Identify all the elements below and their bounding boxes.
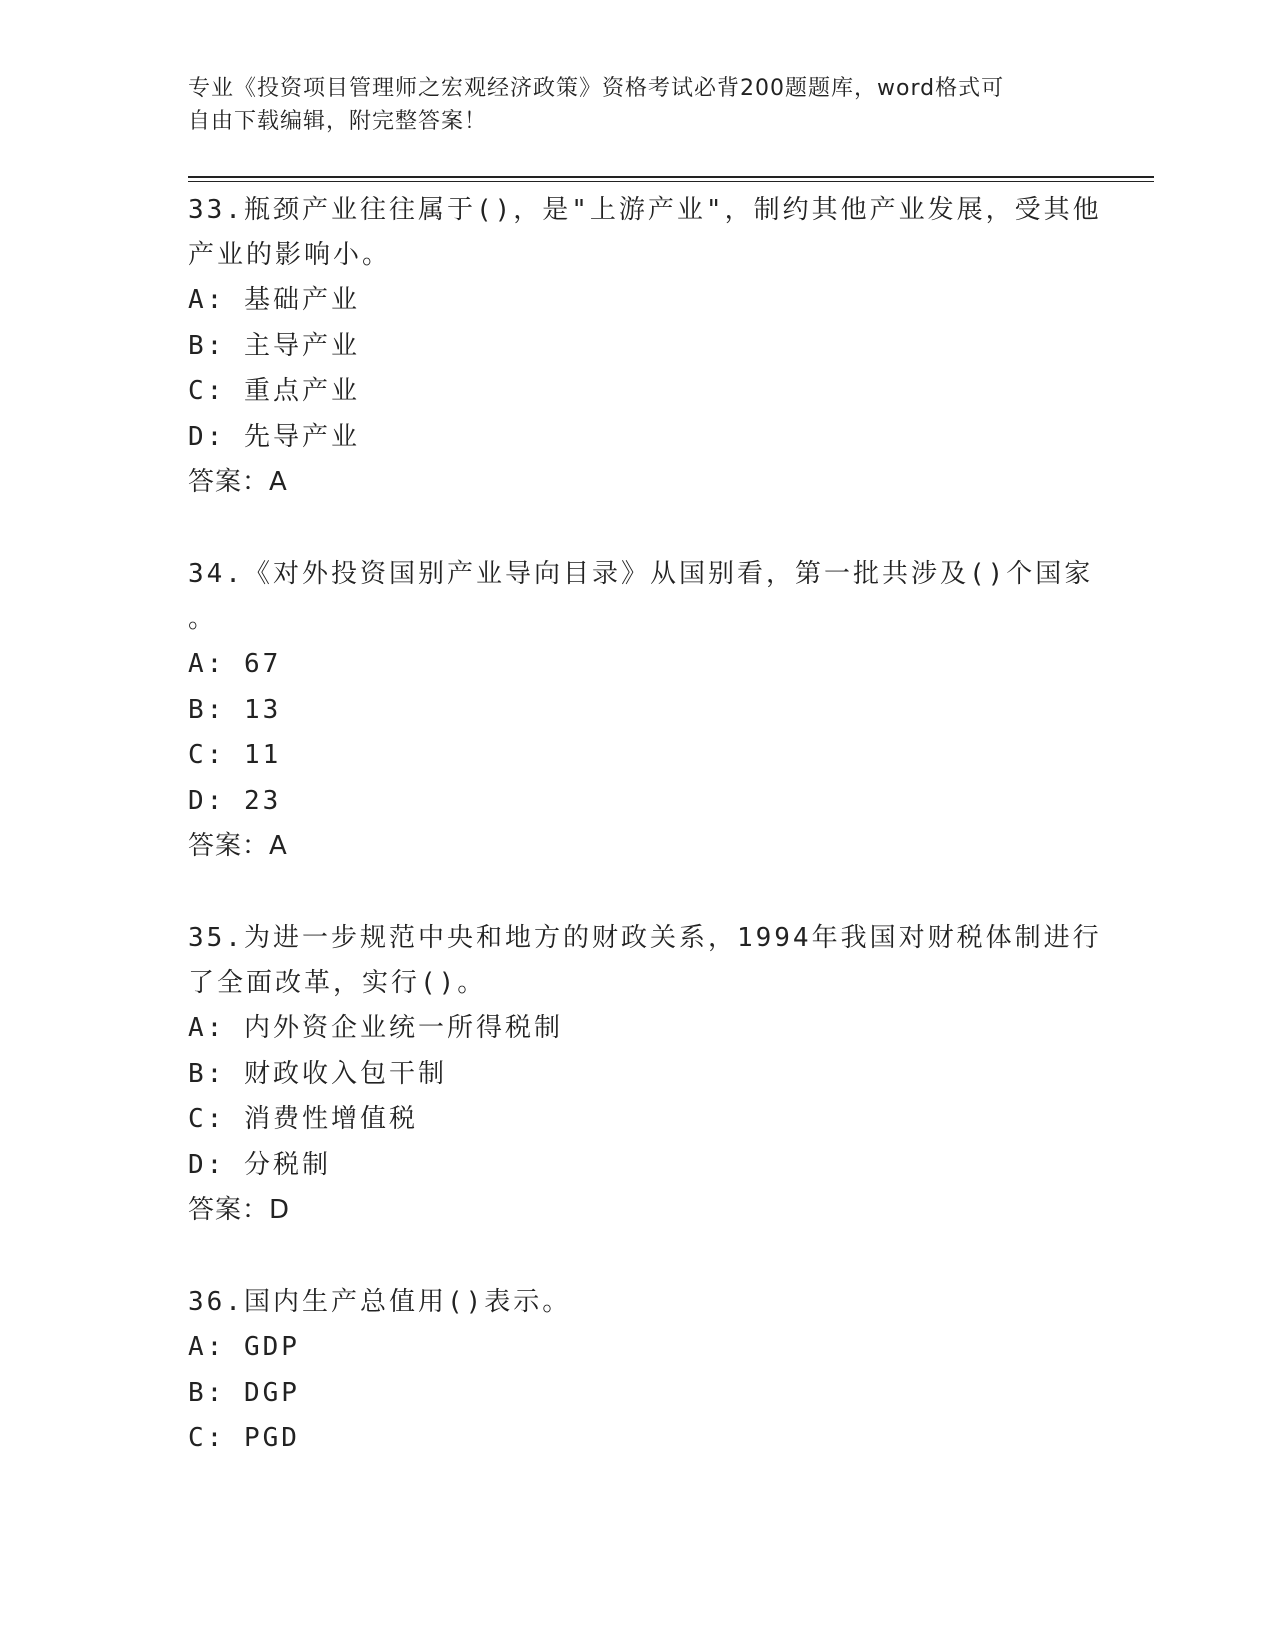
answer: 答案：A (188, 831, 288, 861)
option-c: C: 11 (188, 740, 282, 770)
option-d: D: 先导产业 (188, 421, 360, 452)
option-a: A: 内外资企业统一所得税制 (188, 1013, 563, 1043)
option-c: C: 消费性增值税 (188, 1104, 418, 1134)
question-33 (188, 188, 1108, 505)
question-text: 了全面改革，实行()。 (188, 968, 487, 998)
option-b: B: DGP (188, 1377, 300, 1408)
option-a: A: 基础产业 (188, 285, 360, 315)
question-36 (188, 1280, 1108, 1462)
question-text: 34.《对外投资国别产业导向目录》从国别看，第一批共涉及()个国家 (188, 559, 1094, 589)
document-header (188, 72, 1088, 138)
option-b: B: 主导产业 (188, 330, 360, 361)
question-34 (188, 552, 1108, 869)
question-text: 36.国内生产总值用()表示。 (188, 1287, 572, 1317)
header-divider-thick (188, 176, 1154, 178)
question-list (188, 188, 1108, 1509)
option-b: B: 财政收入包干制 (188, 1058, 447, 1089)
question-text: 。 (188, 604, 218, 634)
question-35 (188, 916, 1108, 1233)
option-b: B: 13 (188, 694, 282, 725)
header-divider-thin (188, 181, 1154, 182)
option-a: A: GDP (188, 1332, 300, 1362)
option-d: D: 分税制 (188, 1149, 331, 1180)
option-c: C: PGD (188, 1423, 300, 1453)
question-text: 35.为进一步规范中央和地方的财政关系，1994年我国对财税体制进行 (188, 923, 1102, 953)
question-text: 33.瓶颈产业往往属于()，是"上游产业"，制约其他产业发展，受其他 (188, 195, 1102, 225)
header-line-2: 自由下载编辑，附完整答案！ (188, 109, 488, 134)
option-c: C: 重点产业 (188, 376, 360, 406)
answer: 答案：A (188, 467, 288, 497)
answer: 答案：D (188, 1195, 291, 1225)
option-d: D: 23 (188, 785, 282, 816)
question-text: 产业的影响小。 (188, 240, 392, 270)
header-line-1: 专业《投资项目管理师之宏观经济政策》资格考试必背200题题库，word格式可 (188, 76, 1005, 101)
option-a: A: 67 (188, 649, 282, 679)
